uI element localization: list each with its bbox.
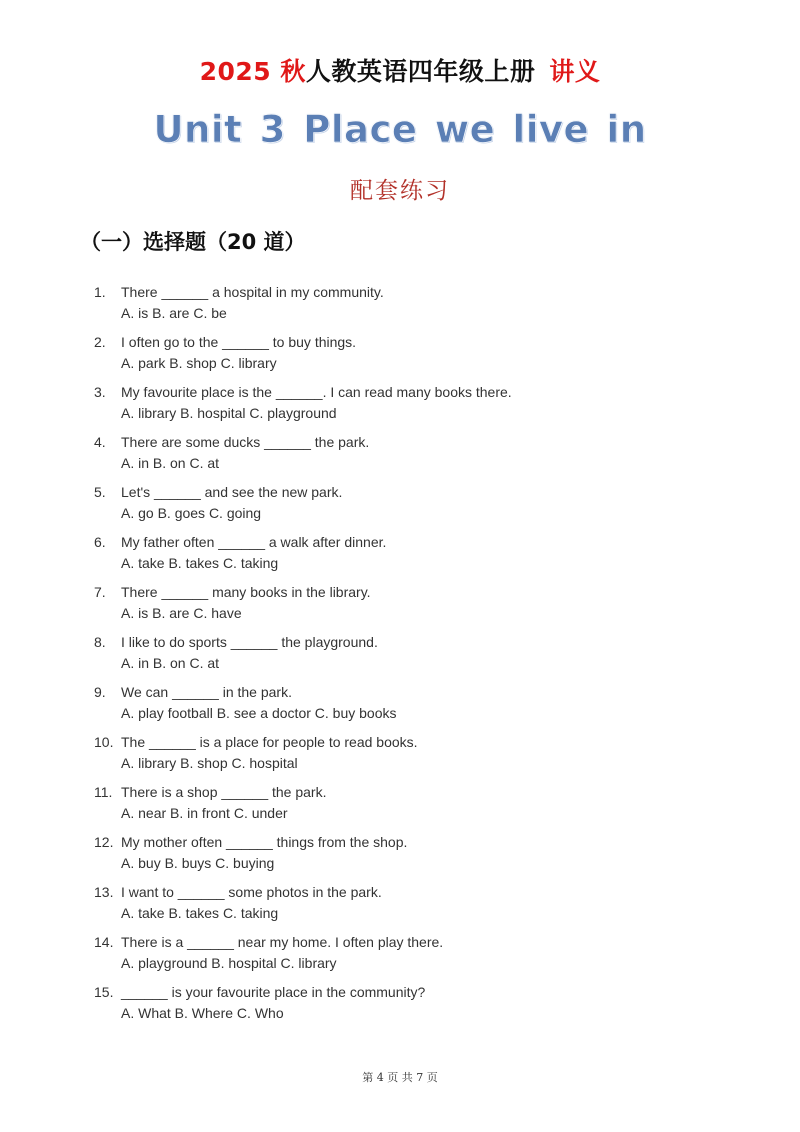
question-item [94,332,734,382]
question-stem: I want to ______ some photos in the park. [121,884,382,900]
question-number: 7. [94,584,106,600]
question-item [94,282,734,332]
question-options: A. in B. on C. at [121,455,220,471]
question-options: A. take B. takes C. taking [121,905,279,921]
question-options: A. is B. are C. be [121,305,227,321]
unit-title: Unit 3 Place we live in [153,108,647,151]
subtitle: 配套练习 [350,178,450,204]
question-options: A. park B. shop C. library [121,355,277,371]
question-number: 4. [94,434,106,450]
question-options: A. near B. in front C. under [121,805,288,821]
question-item [94,882,734,932]
question-number: 10. [94,734,114,750]
question-item [94,732,734,782]
title-prefix: 2025 秋 [199,57,306,86]
question-options: A. play football B. see a doctor C. buy books [121,705,397,721]
question-options: A. library B. shop C. hospital [121,755,298,771]
question-item [94,982,734,1032]
question-item [94,432,734,482]
question-stem: I like to do sports ______ the playground. [121,634,378,650]
question-options: A. is B. are C. have [121,605,242,621]
title-main: 人教英语四年级上册 [305,57,536,86]
question-options: A. playground B. hospital C. library [121,955,337,971]
question-options: A. buy B. buys C. buying [121,855,275,871]
question-item [94,932,734,982]
question-number: 9. [94,684,106,700]
question-options: A. in B. on C. at [121,655,220,671]
question-number: 12. [94,834,114,850]
question-stem: There are some ducks ______ the park. [121,434,370,450]
question-stem: My mother often ______ things from the shop. [121,834,408,850]
title-suffix: 讲义 [549,57,601,86]
question-options: A. library B. hospital C. playground [121,405,337,421]
question-stem: We can ______ in the park. [121,684,292,700]
question-stem: My favourite place is the ______. I can read many books there. [121,384,512,400]
question-number: 14. [94,934,114,950]
question-number: 11. [94,784,113,800]
question-item [94,782,734,832]
question-number: 2. [94,334,106,350]
question-item [94,682,734,732]
question-number: 13. [94,884,114,900]
question-number: 15. [94,984,114,1000]
question-options: A. take B. takes C. taking [121,555,279,571]
question-stem: There ______ a hospital in my community. [121,284,384,300]
section-heading: （一）选择题（20 道） [80,230,306,254]
question-item [94,382,734,432]
question-list [94,282,734,1032]
question-item [94,532,734,582]
question-stem: Let's ______ and see the new park. [121,484,343,500]
question-options: A. What B. Where C. Who [121,1005,284,1021]
question-number: 8. [94,634,106,650]
question-number: 3. [94,384,106,400]
question-number: 5. [94,484,106,500]
question-item [94,832,734,882]
question-stem: There ______ many books in the library. [121,584,371,600]
question-stem: I often go to the ______ to buy things. [121,334,357,350]
question-stem: There is a shop ______ the park. [121,784,327,800]
question-stem: There is a ______ near my home. I often play there. [121,934,444,950]
question-item [94,582,734,632]
question-stem: The ______ is a place for people to read books. [121,734,418,750]
worksheet-title [0,52,800,88]
question-stem: My father often ______ a walk after dinner. [121,534,387,550]
question-options: A. go B. goes C. going [121,505,262,521]
question-stem: ______ is your favourite place in the community? [121,984,426,1000]
page-footer: 第 4 页 共 7 页 [362,1071,438,1084]
question-item [94,482,734,532]
question-number: 6. [94,534,106,550]
question-item [94,632,734,682]
question-number: 1. [94,284,106,300]
